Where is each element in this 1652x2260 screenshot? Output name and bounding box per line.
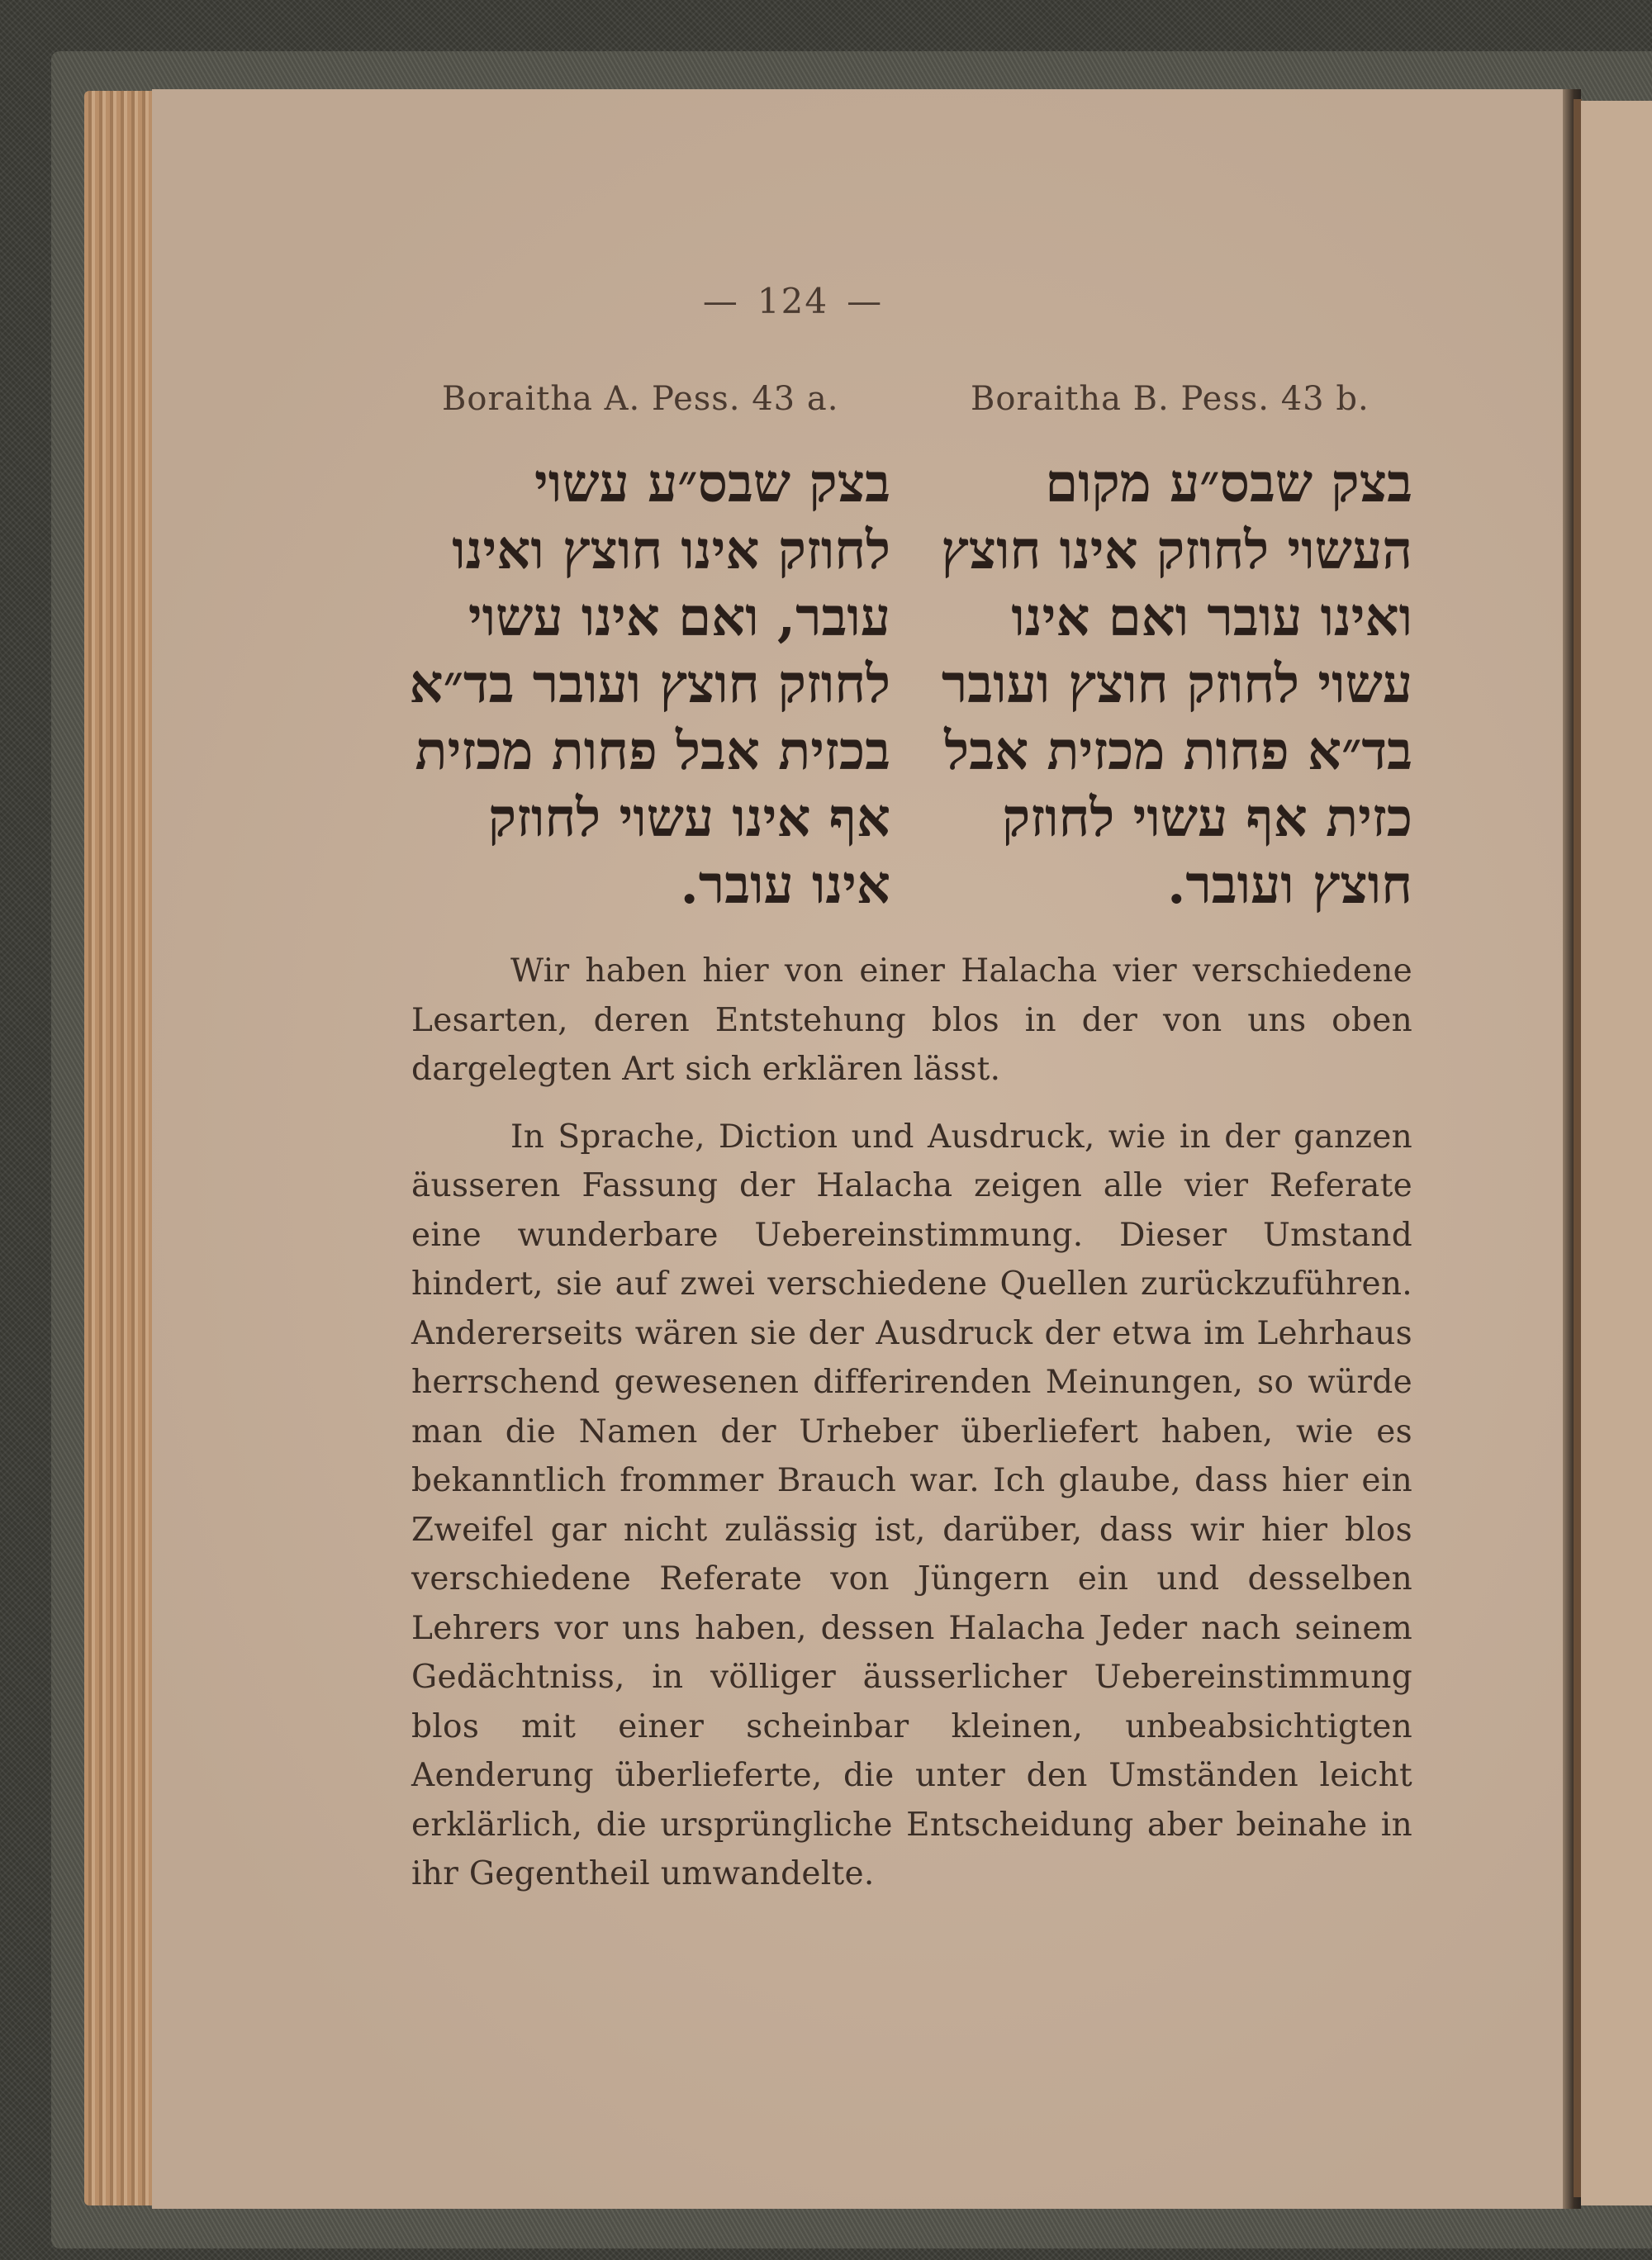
- hebrew-line: בצק שבס״ע מקום: [1045, 453, 1412, 515]
- header-dash-left: —: [702, 281, 739, 321]
- header-dash-right: —: [847, 281, 884, 321]
- column-label-boraitha-a: Boraitha A. Pess. 43 a.: [442, 380, 839, 418]
- hebrew-line: כזית אף עשוי לחוזק: [1002, 787, 1412, 849]
- hebrew-line: עשוי לחוזק חוצץ ועובר: [941, 653, 1412, 715]
- hebrew-line: ואינו עובר ואם אינו: [1011, 586, 1412, 648]
- hebrew-text-boraitha-a: [411, 450, 890, 919]
- hebrew-line: עובר, ואם אינו עשוי: [468, 586, 890, 648]
- hebrew-line: בד״א פחות מכזית אבל: [944, 720, 1412, 782]
- page-number-header: [669, 281, 917, 321]
- paragraph-lesarten: Wir haben hier von einer Halacha vier verschiedene Lesarten, deren Entstehung blos in der von uns oben dargelegten Art sich erklären lässt.: [411, 952, 1412, 1088]
- hebrew-line: לחוזק אינו חוצץ ואינו: [452, 520, 890, 582]
- hebrew-line: אף אינו עשוי לחוזק: [487, 787, 890, 849]
- facing-page-sliver: [1581, 101, 1652, 2205]
- hebrew-line: אינו עובר.: [680, 854, 890, 916]
- hebrew-line: חוצץ ועובר.: [1167, 854, 1412, 916]
- german-body-text: [411, 947, 1412, 1899]
- hebrew-line: בצק שבס״ע עשוי: [534, 453, 890, 515]
- column-label-boraitha-b: Boraitha B. Pess. 43 b.: [971, 380, 1370, 418]
- page-number: 124: [757, 281, 829, 321]
- paragraph-sprache-diction: In Sprache, Diction und Ausdruck, wie in der ganzen äusseren Fassung der Halacha zeigen alle vier Referate eine wunderbare Uebereinstimmung. Dieser Umstand hindert, sie auf zwei verschiedene Quellen zurückzuführen. Andererseits wären sie der Ausdruck der etwa im Lehrhaus herrschend gewesenen differirenden Meinungen, so würde man die Namen der Urheber überliefert haben, wie es bekanntlich frommer Brauch war. Ich glaube, dass hier ein Zweifel gar nicht zulässig ist, darüber, dass wir hier blos verschiedene Referate von Jüngern ein und desselben Lehrers vor uns haben, dessen Halacha Jeder nach seinem Gedächtniss, in völliger äusserlicher Uebereinstimmung blos mit einer scheinbar kleinen, unbeabsichtigten Aenderung überlieferte, die unter den Umständen leicht erklärlich, die ursprüngliche Entscheidung aber beinahe in ihr Gegentheil umwandelte.: [411, 1118, 1412, 1892]
- hebrew-line: לחוזק חוצץ ועובר בד״א: [409, 653, 890, 715]
- page-edges: [84, 91, 159, 2205]
- hebrew-text-boraitha-b: [933, 450, 1412, 919]
- hebrew-line: בכזית אבל פחות מכזית: [415, 720, 890, 782]
- hebrew-line: העשוי לחוזק אינו חוצץ: [941, 520, 1412, 582]
